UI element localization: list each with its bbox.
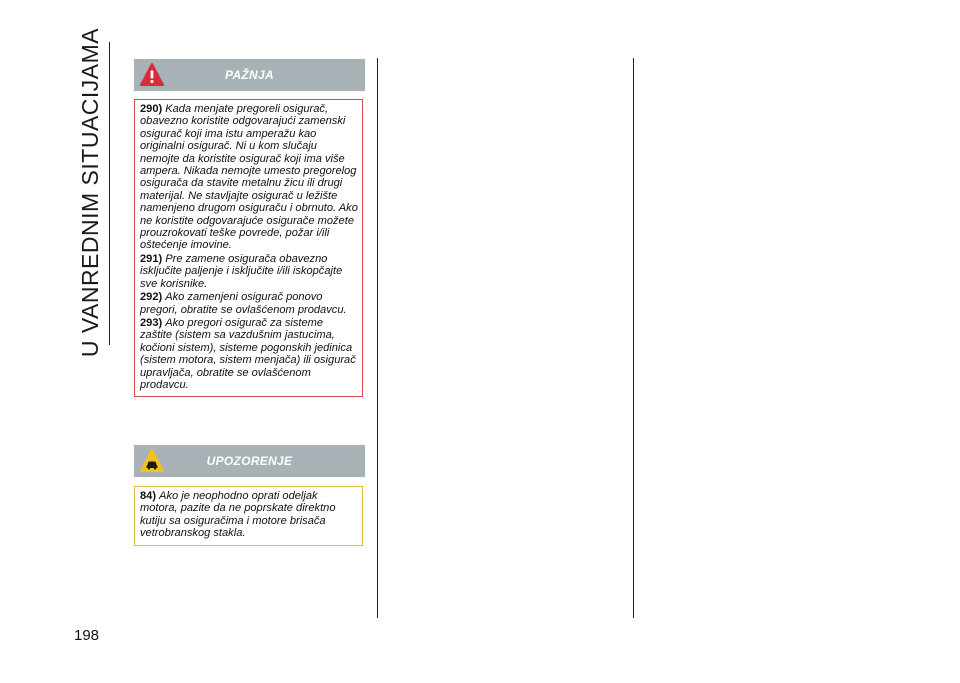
warning-title: UPOZORENJE [206, 454, 293, 468]
warning-banner [134, 445, 365, 477]
section-title: U VANREDNIM SITUACIJAMA [77, 27, 104, 358]
column-divider [633, 58, 634, 618]
note-item: 290) Kada menjate pregoreli osigurač, obavezno koristite odgovarajući zamenski osigurač koji ima istu amperažu kao originalni osigurač. Ni u kom slučaju nemojte da koristite osigurač koji ima više ampera. Nikada nemojte umesto pregorelog osigurača da stavite metalnu žicu ili drugi materijal. Ne stavljajte osigurač u ležište namenjeno drugom osiguraču i obrnuto. Ako ne koristite odgovarajuće osigurače možete prouzrokovati teške povrede, požar i/ili oštećenje imovine. [140, 103, 358, 252]
caution-notes [134, 99, 363, 397]
note-item: 292) Ako zamenjeni osigurač ponovo pregori, obratite se ovlašćenom prodavcu. [140, 291, 347, 316]
page-number: 198 [74, 627, 100, 644]
warning-notes [134, 486, 363, 546]
note-item: 84) Ako je neophodno oprati odeljak motora, pazite da ne poprskate direktno kutiju sa osiguračima i motore brisača vetrobranskog stakla. [140, 490, 336, 540]
caution-banner [134, 59, 365, 91]
note-item: 291) Pre zamene osigurača obavezno isključite paljenje i isključite i/ili iskopčajte sve korisnike. [140, 252, 343, 290]
section-divider [109, 42, 110, 345]
caution-title: PAŽNJA [225, 68, 274, 82]
column-divider [377, 58, 378, 618]
note-item: 293) Ako pregori osigurač za sisteme zaštite (sistem sa vazdušnim jastucima, kočioni sistem), sisteme pogonskih jedinica (sistem motora, sistem menjača) ili osigurač upravljača, obratite se ovlašćenom prodavcu. [140, 316, 356, 391]
